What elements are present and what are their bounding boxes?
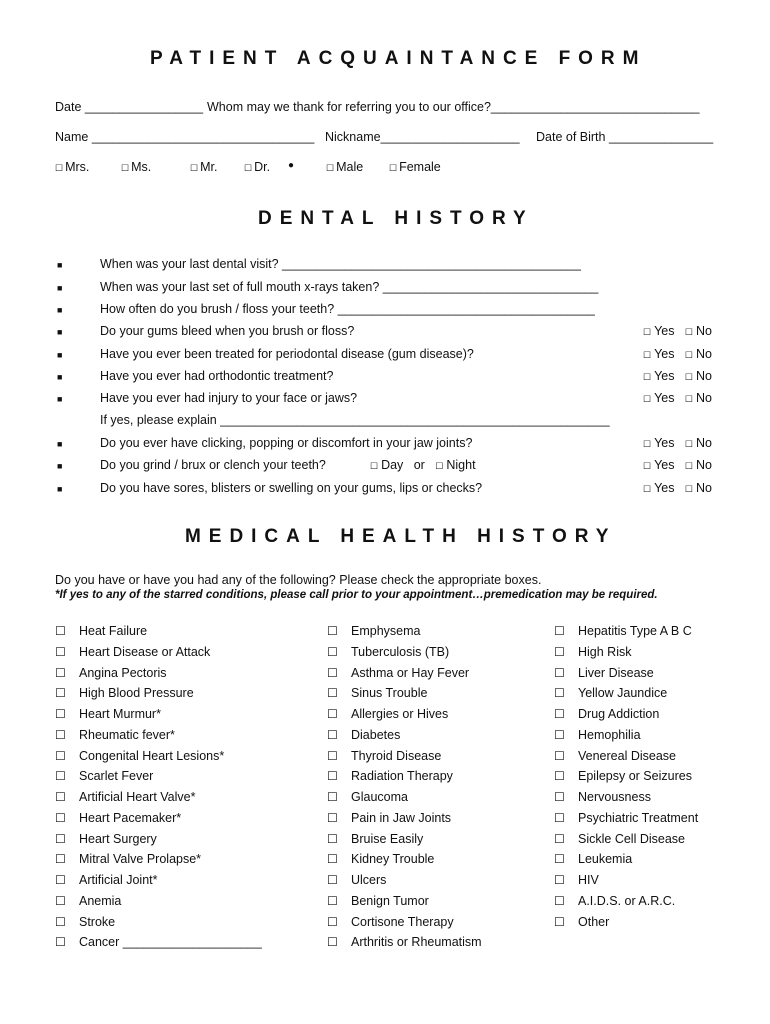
checkbox-icon[interactable]: ☐ xyxy=(327,707,338,721)
bullet-square-icon: ■ xyxy=(57,461,63,471)
bullet-square-icon: ■ xyxy=(57,305,63,315)
bullet-square-icon: ■ xyxy=(57,260,63,270)
condition-item[interactable]: ☐ Heart Murmur* xyxy=(55,704,262,725)
checkbox-icon[interactable]: ☐ xyxy=(55,935,66,950)
checkbox-icon[interactable]: ☐ xyxy=(643,484,652,494)
bullet-square-icon: ■ xyxy=(57,283,63,293)
dental-question: Do you ever have clicking, popping or discomfort in your jaw joints? xyxy=(100,436,473,450)
dental-question: Have you ever had injury to your face or jaws? xyxy=(100,391,358,405)
checkbox-icon[interactable]: ☐ xyxy=(327,769,338,784)
condition-item[interactable]: ☐ Tuberculosis (TB) xyxy=(327,642,482,663)
checkbox-icon[interactable]: ☐ xyxy=(244,163,253,173)
condition-item[interactable]: ☐ Artificial Joint* xyxy=(55,870,262,891)
condition-item[interactable]: ☐ Venereal Disease xyxy=(554,746,698,767)
yes-no-choice[interactable]: ☐ Yes ☐ No xyxy=(643,391,712,405)
bullet-square-icon: ■ xyxy=(57,350,63,360)
checkbox-icon[interactable]: ☐ xyxy=(370,461,379,471)
checkbox-icon[interactable]: ☐ xyxy=(327,893,338,908)
checkbox-icon[interactable]: ☐ xyxy=(554,665,565,680)
date-field[interactable]: Date _________________ xyxy=(55,100,204,114)
dental-question[interactable]: How often do you brush / floss your teeth? _____________________________________ xyxy=(100,302,595,316)
checkbox-icon[interactable]: ☐ xyxy=(684,327,693,337)
medical-history-title: MEDICAL HEALTH HISTORY xyxy=(185,526,617,547)
checkbox-icon[interactable]: ☐ xyxy=(55,748,66,763)
condition-item[interactable]: ☐ Radiation Therapy xyxy=(327,766,482,787)
dental-question: Do you grind / brux or clench your teeth? xyxy=(100,458,326,472)
checkbox-icon[interactable]: ☐ xyxy=(554,914,565,929)
condition-item[interactable]: ☐ Leukemia xyxy=(554,849,698,870)
checkbox-icon[interactable]: ☐ xyxy=(327,665,338,680)
bullet-square-icon: ■ xyxy=(57,484,63,494)
condition-item[interactable]: ☐ Artificial Heart Valve* xyxy=(55,787,262,808)
checkbox-icon[interactable]: ☐ xyxy=(55,873,66,887)
bullet-square-icon: ■ xyxy=(57,394,63,404)
title-option-mrs[interactable]: ☐ Mrs. xyxy=(55,160,90,174)
condition-item[interactable]: ☐ Benign Tumor xyxy=(327,891,482,912)
checkbox-icon[interactable]: ☐ xyxy=(554,852,565,867)
checkbox-icon[interactable]: ☐ xyxy=(55,831,66,846)
yes-no-choice[interactable]: ☐ Yes ☐ No xyxy=(643,458,712,472)
checkbox-icon[interactable]: ☐ xyxy=(55,163,64,173)
condition-item[interactable]: ☐ Cancer ____________________ xyxy=(55,932,262,953)
conditions-column-2 xyxy=(327,621,482,953)
checkbox-icon[interactable]: ☐ xyxy=(55,707,66,721)
condition-item[interactable]: ☐ Heart Surgery xyxy=(55,829,262,850)
checkbox-icon[interactable]: ☐ xyxy=(389,163,398,173)
condition-item[interactable]: ☐ Asthma or Hay Fever xyxy=(327,663,482,684)
condition-item[interactable]: ☐ Psychiatric Treatment xyxy=(554,808,698,829)
checkbox-icon[interactable]: ☐ xyxy=(643,372,652,382)
checkbox-icon[interactable]: ☐ xyxy=(190,163,199,173)
checkbox-icon[interactable]: ☐ xyxy=(55,665,66,680)
condition-item[interactable]: ☐ Diabetes xyxy=(327,725,482,746)
checkbox-icon[interactable]: ☐ xyxy=(684,461,693,471)
condition-item[interactable]: ☐ Hemophilia xyxy=(554,725,698,746)
condition-item[interactable]: ☐ A.I.D.S. or A.R.C. xyxy=(554,891,698,912)
title-option-dr[interactable]: ☐ Dr. xyxy=(244,160,271,174)
gender-option-male[interactable]: ☐ Male xyxy=(326,160,364,174)
condition-item[interactable]: ☐ Drug Addiction xyxy=(554,704,698,725)
checkbox-icon[interactable]: ☐ xyxy=(55,810,66,825)
checkbox-icon[interactable]: ☐ xyxy=(435,461,444,471)
checkbox-icon[interactable]: ☐ xyxy=(684,439,693,449)
checkbox-icon[interactable]: ☐ xyxy=(55,852,66,867)
form-title: PATIENT ACQUAINTANCE FORM xyxy=(150,48,647,69)
condition-item[interactable]: ☐ Rheumatic fever* xyxy=(55,725,262,746)
checkbox-icon[interactable]: ☐ xyxy=(55,790,66,804)
checkbox-icon[interactable]: ☐ xyxy=(554,707,565,721)
checkbox-icon[interactable]: ☐ xyxy=(55,624,66,638)
condition-item[interactable]: ☐ Mitral Valve Prolapse* xyxy=(55,849,262,870)
checkbox-icon[interactable]: ☐ xyxy=(327,873,338,887)
yes-no-choice[interactable]: ☐ Yes ☐ No xyxy=(643,347,712,361)
checkbox-icon[interactable]: ☐ xyxy=(554,810,565,825)
condition-item[interactable]: ☐ Yellow Jaundice xyxy=(554,683,698,704)
dental-question[interactable]: When was your last dental visit? ___________________________________________ xyxy=(100,257,581,271)
checkbox-icon[interactable]: ☐ xyxy=(554,790,565,804)
bullet-square-icon: ■ xyxy=(57,327,63,337)
condition-item[interactable]: ☐ Congenital Heart Lesions* xyxy=(55,746,262,767)
condition-item[interactable]: ☐ Heart Pacemaker* xyxy=(55,808,262,829)
checkbox-icon[interactable]: ☐ xyxy=(55,644,66,659)
bullet-square-icon: ■ xyxy=(57,372,63,382)
checkbox-icon[interactable]: ☐ xyxy=(554,686,565,701)
checkbox-icon[interactable]: ☐ xyxy=(554,769,565,784)
dental-explain-field[interactable]: If yes, please explain ________________________________________________________ xyxy=(100,413,610,427)
checkbox-icon[interactable]: ☐ xyxy=(326,163,335,173)
bullet-square-icon: ■ xyxy=(57,439,63,449)
checkbox-icon[interactable]: ☐ xyxy=(327,624,338,638)
condition-item[interactable]: ☐ HIV xyxy=(554,870,698,891)
checkbox-icon[interactable]: ☐ xyxy=(327,852,338,867)
checkbox-icon[interactable]: ☐ xyxy=(327,727,338,742)
checkbox-icon[interactable]: ☐ xyxy=(554,831,565,846)
dob-field[interactable]: Date of Birth _______________ xyxy=(536,130,714,144)
checkbox-icon[interactable]: ☐ xyxy=(643,327,652,337)
condition-item[interactable]: ☐ Kidney Trouble xyxy=(327,849,482,870)
condition-item[interactable]: ☐ High Risk xyxy=(554,642,698,663)
condition-item[interactable]: ☐ Ulcers xyxy=(327,870,482,891)
checkbox-icon[interactable]: ☐ xyxy=(684,372,693,382)
condition-item[interactable]: ☐ Angina Pectoris xyxy=(55,663,262,684)
condition-item[interactable]: ☐ Cortisone Therapy xyxy=(327,912,482,933)
checkbox-icon[interactable]: ☐ xyxy=(55,769,66,784)
checkbox-icon[interactable]: ☐ xyxy=(55,893,66,908)
dental-question: Do your gums bleed when you brush or floss? xyxy=(100,324,355,338)
referral-field[interactable]: Whom may we thank for referring you to our office?______________________________ xyxy=(207,100,700,114)
condition-item[interactable]: ☐ Heart Disease or Attack xyxy=(55,642,262,663)
checkbox-icon[interactable]: ☐ xyxy=(643,394,652,404)
checkbox-icon[interactable]: ☐ xyxy=(327,748,338,763)
dental-question: Have you ever been treated for periodontal disease (gum disease)? xyxy=(100,347,474,361)
checkbox-icon[interactable]: ☐ xyxy=(327,914,338,929)
condition-item[interactable]: ☐ Bruise Easily xyxy=(327,829,482,850)
title-option-mr[interactable]: ☐ Mr. xyxy=(190,160,218,174)
checkbox-icon[interactable]: ☐ xyxy=(327,935,338,950)
checkbox-icon[interactable]: ☐ xyxy=(554,624,565,638)
condition-item[interactable]: ☐ Thyroid Disease xyxy=(327,746,482,767)
condition-item[interactable]: ☐ Heat Failure xyxy=(55,621,262,642)
condition-item[interactable]: ☐ Nervousness xyxy=(554,787,698,808)
checkbox-icon[interactable]: ☐ xyxy=(554,644,565,659)
condition-item[interactable]: ☐ Liver Disease xyxy=(554,663,698,684)
bullet-icon: ● xyxy=(288,160,295,171)
checkbox-icon[interactable]: ☐ xyxy=(327,644,338,659)
checkbox-icon[interactable]: ☐ xyxy=(55,727,66,742)
condition-item[interactable]: ☐ Sinus Trouble xyxy=(327,683,482,704)
gender-option-female[interactable]: ☐ Female xyxy=(389,160,441,174)
medical-intro: Do you have or have you had any of the following? Please check the appropriate boxes. xyxy=(55,573,542,587)
checkbox-icon[interactable]: ☐ xyxy=(327,686,338,701)
yes-no-choice[interactable]: ☐ Yes ☐ No xyxy=(643,436,712,450)
checkbox-icon[interactable]: ☐ xyxy=(554,748,565,763)
checkbox-icon[interactable]: ☐ xyxy=(55,914,66,929)
condition-item[interactable]: ☐ Arthritis or Rheumatism xyxy=(327,932,482,953)
checkbox-icon[interactable]: ☐ xyxy=(643,350,652,360)
checkbox-icon[interactable]: ☐ xyxy=(554,873,565,887)
checkbox-icon[interactable]: ☐ xyxy=(55,686,66,701)
checkbox-icon[interactable]: ☐ xyxy=(643,439,652,449)
condition-item[interactable]: ☐ Glaucoma xyxy=(327,787,482,808)
condition-item[interactable]: ☐ Stroke xyxy=(55,912,262,933)
checkbox-icon[interactable]: ☐ xyxy=(327,810,338,825)
conditions-column-1 xyxy=(55,621,262,953)
condition-item[interactable]: ☐ Allergies or Hives xyxy=(327,704,482,725)
yes-no-choice[interactable]: ☐ Yes ☐ No xyxy=(643,481,712,495)
dental-question[interactable]: When was your last set of full mouth x-rays taken? _______________________________ xyxy=(100,280,599,294)
condition-item[interactable]: ☐ Anemia xyxy=(55,891,262,912)
checkbox-icon[interactable]: ☐ xyxy=(684,484,693,494)
yes-no-choice[interactable]: ☐ Yes ☐ No xyxy=(643,369,712,383)
dental-question: Do you have sores, blisters or swelling on your gums, lips or checks? xyxy=(100,481,483,495)
condition-item[interactable]: ☐ Hepatitis Type A B C xyxy=(554,621,698,642)
checkbox-icon[interactable]: ☐ xyxy=(684,394,693,404)
condition-item[interactable]: ☐ Emphysema xyxy=(327,621,482,642)
dental-question: Have you ever had orthodontic treatment? xyxy=(100,369,334,383)
day-night-choice[interactable]: ☐ Day or ☐ Night xyxy=(370,458,476,472)
checkbox-icon[interactable]: ☐ xyxy=(554,727,565,742)
title-option-ms[interactable]: ☐ Ms. xyxy=(121,160,152,174)
dental-history-title: DENTAL HISTORY xyxy=(258,208,534,229)
checkbox-icon[interactable]: ☐ xyxy=(643,461,652,471)
condition-item[interactable]: ☐ Sickle Cell Disease xyxy=(554,829,698,850)
condition-item[interactable]: ☐ Scarlet Fever xyxy=(55,766,262,787)
condition-item[interactable]: ☐ Pain in Jaw Joints xyxy=(327,808,482,829)
checkbox-icon[interactable]: ☐ xyxy=(327,831,338,846)
condition-item[interactable]: ☐ Other xyxy=(554,912,698,933)
nickname-field[interactable]: Nickname____________________ xyxy=(325,130,520,144)
checkbox-icon[interactable]: ☐ xyxy=(684,350,693,360)
condition-item[interactable]: ☐ Epilepsy or Seizures xyxy=(554,766,698,787)
checkbox-icon[interactable]: ☐ xyxy=(327,790,338,804)
name-field[interactable]: Name ________________________________ xyxy=(55,130,315,144)
yes-no-choice[interactable]: ☐ Yes ☐ No xyxy=(643,324,712,338)
condition-item[interactable]: ☐ High Blood Pressure xyxy=(55,683,262,704)
checkbox-icon[interactable]: ☐ xyxy=(554,893,565,908)
conditions-column-3 xyxy=(554,621,698,932)
checkbox-icon[interactable]: ☐ xyxy=(121,163,130,173)
premedication-note: *If yes to any of the starred conditions, please call prior to your appointment…premedication may be required. xyxy=(55,589,658,601)
